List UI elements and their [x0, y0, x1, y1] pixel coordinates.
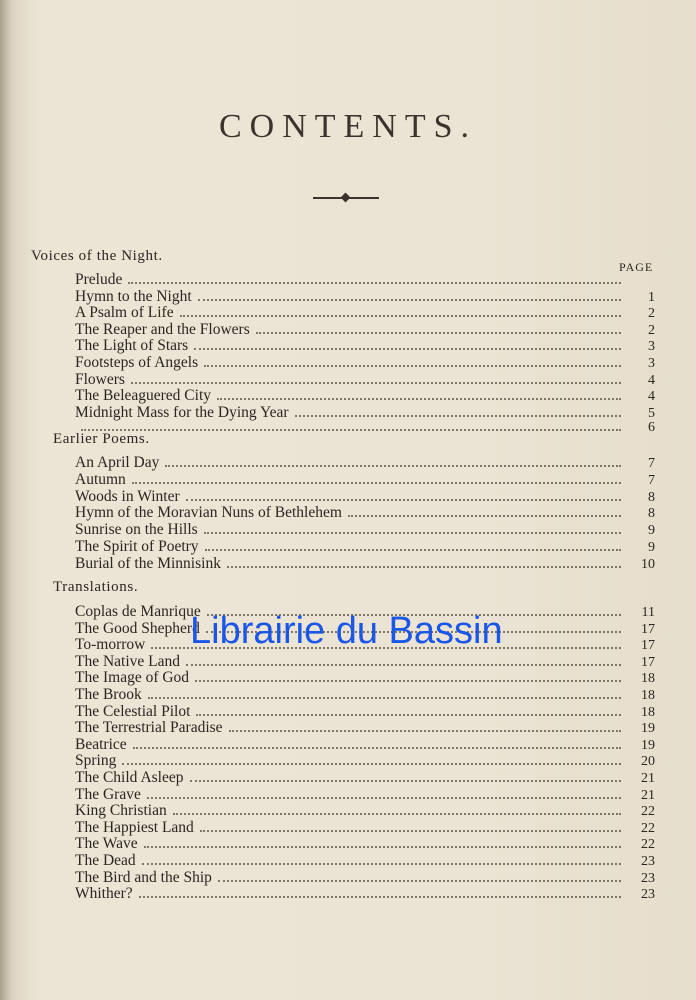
watermark: Librairie du Bassin [190, 610, 503, 652]
leader-dots [81, 429, 621, 431]
leader-dots [204, 532, 621, 534]
toc-entry-page: 17 [641, 621, 655, 637]
toc-entry-title: Prelude [75, 271, 123, 288]
page-column-header: PAGE [619, 260, 654, 274]
leader-dots [180, 315, 621, 317]
toc-entry [75, 521, 655, 538]
toc-entry-page: 7 [648, 456, 655, 471]
toc-entry-title: Midnight Mass for the Dying Year [75, 403, 289, 421]
toc-entry [75, 288, 655, 305]
leader-dots [256, 332, 621, 334]
toc-entry [75, 802, 655, 819]
toc-entry-page: 18 [641, 704, 655, 720]
leader-dots [229, 730, 621, 732]
toc-entry-title: The Image of God [75, 669, 190, 687]
toc-entry [75, 371, 655, 388]
leader-dots [205, 549, 621, 551]
leader-dots [148, 697, 621, 699]
toc-entry-page: 8 [648, 489, 655, 505]
toc-entry-title: The Wave [75, 835, 138, 853]
toc-entry [75, 752, 655, 769]
toc-entry-title: The Native Land [75, 652, 181, 670]
page-gutter [0, 0, 10, 1000]
toc-entry [75, 885, 655, 902]
toc-entry [75, 538, 655, 555]
toc-entry-title: Footsteps of Angels [75, 354, 199, 371]
leader-dots [200, 830, 621, 832]
toc-entry [75, 420, 655, 437]
toc-entry [75, 387, 655, 404]
toc-entry-title: The Spirit of Poetry [75, 538, 199, 555]
leader-dots [227, 566, 621, 568]
toc-entry-title: Spring [75, 752, 117, 770]
toc-entry-title: The Child Asleep [75, 769, 184, 786]
section-heading-label: Voices of the Night. [31, 248, 163, 264]
section-heading-translations [53, 579, 138, 596]
toc-entry-page: 8 [648, 506, 655, 522]
toc-entry-page: 22 [641, 837, 655, 853]
leader-dots [348, 515, 621, 517]
leader-dots [217, 398, 621, 400]
toc-entry-title: Hymn to the Night [75, 287, 192, 305]
toc-entry-title: The Light of Stars [75, 337, 189, 355]
leader-dots [139, 896, 621, 898]
leader-dots [194, 348, 621, 350]
leader-dots [295, 415, 621, 417]
toc-entry-title: Woods in Winter [75, 487, 180, 505]
title-ornament [313, 193, 379, 203]
toc-entry-title: The Brook [75, 686, 142, 703]
section-heading-voices [31, 248, 163, 265]
toc-entry-page: 4 [648, 389, 655, 405]
toc-entry [75, 769, 655, 786]
toc-entry-title: The Good Shepherd [75, 619, 200, 637]
toc-entry-page: 21 [641, 771, 655, 786]
toc-entry-page: 10 [641, 556, 655, 572]
toc-entry [75, 471, 655, 488]
leader-dots [196, 714, 621, 716]
toc-entry-title: The Celestial Pilot [75, 702, 191, 720]
toc-entry [75, 719, 655, 736]
leader-dots [198, 299, 621, 301]
leader-dots [218, 880, 621, 882]
toc-entry-page: 3 [648, 339, 655, 355]
toc-entry-title: Hymn of the Moravian Nuns of Bethlehem [75, 504, 342, 522]
toc-entry [75, 304, 655, 321]
leader-dots [131, 382, 621, 384]
leader-dots [142, 863, 621, 865]
toc-entry-page: 19 [641, 737, 655, 753]
toc-entry [75, 271, 655, 288]
toc-entry [75, 488, 655, 505]
toc-entry-page: 23 [641, 854, 655, 869]
toc-entry-page: 18 [641, 688, 655, 703]
toc-entry-page: 22 [641, 804, 655, 820]
toc-entry [75, 669, 655, 686]
section-heading-label: Earlier Poems. [53, 431, 150, 447]
toc-entry [75, 454, 655, 471]
section-heading-earlier [53, 431, 150, 448]
toc-entry-title: Flowers [75, 370, 125, 388]
toc-entry-page: 7 [648, 472, 655, 488]
toc-entry-title: The Dead [75, 852, 136, 869]
toc-entry [75, 869, 655, 886]
toc-entry-page: 19 [641, 721, 655, 737]
toc-entry-page: 18 [641, 671, 655, 687]
toc-entry-page: 17 [641, 638, 655, 654]
toc-entry-title: King Christian [75, 802, 167, 820]
toc-entry-page: 2 [648, 306, 655, 322]
toc-entry [75, 555, 655, 572]
toc-entry-title: Autumn [75, 470, 126, 488]
page-title: CONTENTS. [218, 108, 478, 145]
toc-entry [75, 736, 655, 753]
toc-entry-title: The Bird and the Ship [75, 868, 212, 886]
leader-dots [122, 763, 621, 765]
toc-entry-title: A Psalm of Life [75, 304, 174, 322]
toc-entry-page: 21 [641, 787, 655, 803]
toc-entry-page: 3 [648, 356, 655, 371]
toc-entry-title: The Beleaguered City [75, 387, 212, 405]
toc-entry-title: Whither? [75, 885, 133, 903]
toc-entry [75, 404, 655, 421]
toc-entry-page: 22 [641, 820, 655, 836]
toc-entry-page: 1 [648, 289, 655, 305]
section-heading-label: Translations. [53, 579, 139, 595]
leader-dots [132, 482, 621, 484]
toc-entry [75, 321, 655, 338]
leader-dots [186, 499, 621, 501]
toc-entry-title: Coplas de Manrique [75, 603, 201, 620]
toc-entry-page: 9 [648, 540, 655, 555]
toc-entry-title: To-morrow [75, 636, 146, 654]
toc-entry [75, 835, 655, 852]
toc-entry-title: The Happiest Land [75, 818, 194, 836]
toc-entry-page: 17 [641, 654, 655, 670]
toc-entry-page: 6 [648, 420, 655, 436]
toc-entry-title: An April Day [75, 454, 160, 471]
toc-entry-page: 2 [648, 322, 655, 338]
toc-entry-page: 20 [641, 754, 655, 770]
toc-entry [75, 819, 655, 836]
leader-dots [186, 664, 621, 666]
toc-entry-page: 4 [648, 372, 655, 388]
toc-entry [75, 852, 655, 869]
toc-entry [75, 686, 655, 703]
toc-entry-title: The Reaper and the Flowers [75, 320, 250, 338]
leader-dots [133, 747, 621, 749]
toc-entry-page: 9 [648, 523, 655, 539]
toc-entry-page: 23 [641, 887, 655, 903]
toc-entry [75, 703, 655, 720]
leader-dots [190, 780, 622, 782]
toc-entry [75, 786, 655, 803]
toc-entry-title: The Terrestrial Paradise [75, 719, 223, 737]
toc-entry-title: Sunrise on the Hills [75, 521, 198, 539]
leader-dots [165, 465, 621, 467]
toc-entry [75, 354, 655, 371]
toc-entry-title: The Grave [75, 785, 141, 803]
leader-dots [128, 282, 621, 284]
leader-dots [147, 797, 621, 799]
toc-entry [75, 653, 655, 670]
toc-entry [75, 337, 655, 354]
toc-entry-title: Beatrice [75, 735, 127, 753]
toc-entry-page: 5 [648, 405, 655, 421]
leader-dots [195, 680, 621, 682]
ornament-diamond [341, 193, 351, 203]
toc-entry-title: Burial of the Minnisink [75, 554, 221, 572]
leader-dots [144, 846, 621, 848]
toc-entry [75, 504, 655, 521]
leader-dots [173, 813, 621, 815]
leader-dots [204, 365, 621, 367]
toc-entry-page: 23 [641, 870, 655, 886]
toc-entry-page: 11 [641, 605, 655, 620]
